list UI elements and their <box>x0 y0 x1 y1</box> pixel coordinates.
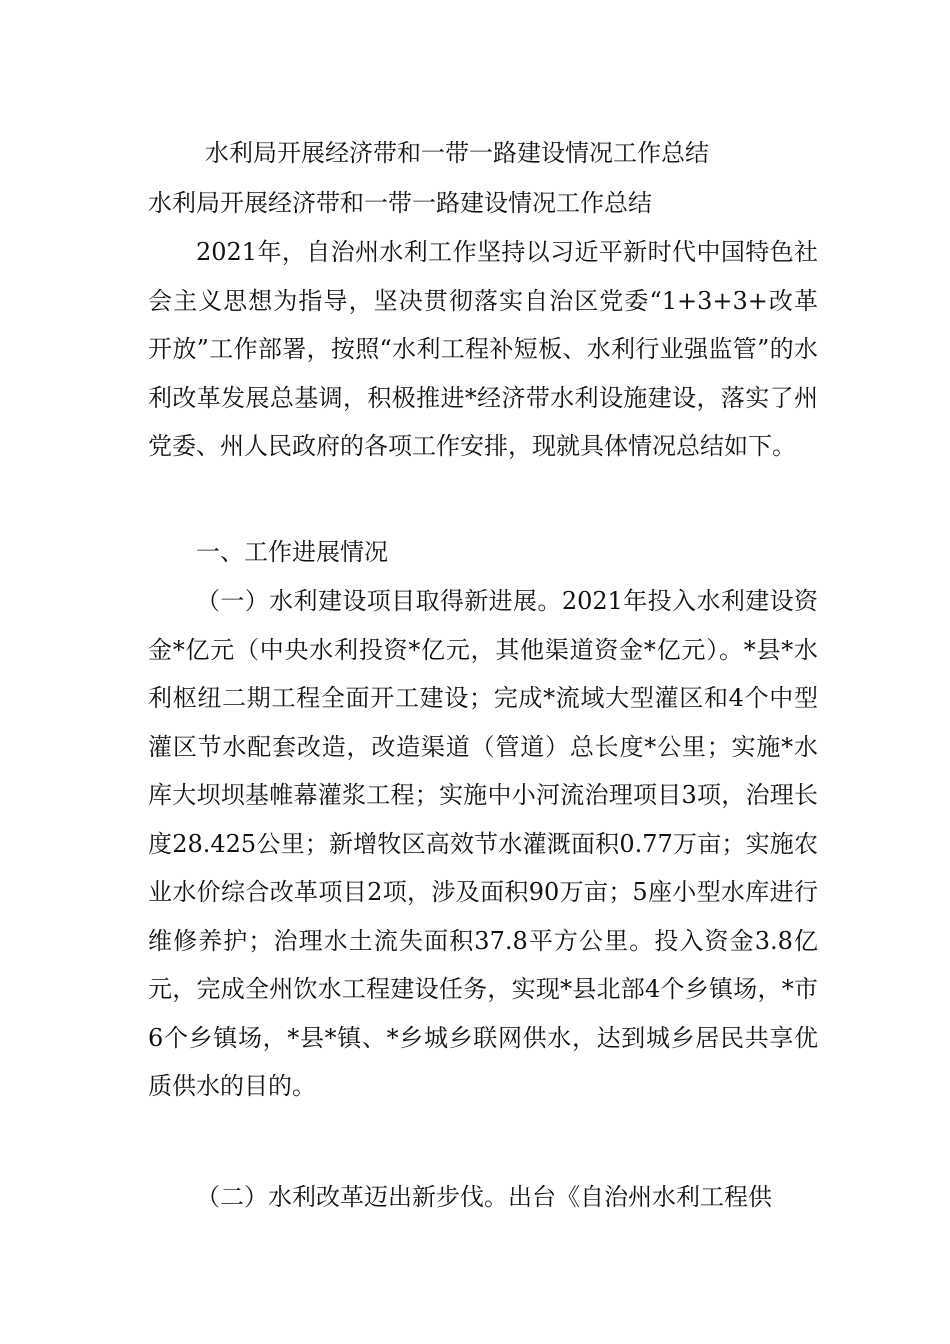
progress-paragraph: （一）水利建设项目取得新进展。2021年投入水利建设资金*亿元（中央水利投资*亿元，其他渠道资金*亿元）。*县*水利枢纽二期工程全面开工建设；完成*流域大型灌区和4个中型灌区节水配套改造，改造渠道（管道）总长度*公里；实施*水库大坝坝基帷幕灌浆工程；实施中小河流治理项目3项，治理长度28.425公里；新增牧区高效节水灌溉面积0.77万亩；实施农业水价综合改革项目2项，涉及面积90万亩；5座小型水库进行维修养护；治理水土流失面积37.8平方公里。投入资金3.8亿元，完成全州饮水工程建设任务，实现*县北部4个乡镇场，*市6个乡镇场，*县*镇、*乡城乡联网供水，达到城乡居民共享优质供水的目的。 <box>148 587 818 1100</box>
section-heading: 一、工作进展情况 <box>196 538 388 566</box>
reform-paragraph: （二）水利改革迈出新步伐。出台《自治州水利工程供 <box>196 1183 772 1211</box>
document-title: 水利局开展经济带和一带一路建设情况工作总结 <box>205 139 709 167</box>
document-subtitle: 水利局开展经济带和一带一路建设情况工作总结 <box>148 189 652 217</box>
intro-paragraph: 2021年，自治州水利工作坚持以习近平新时代中国特色社会主义思想为指导，坚决贯彻落实自治区党委“1+3+3+改革开放”工作部署，按照“水利工程补短板、水利行业强监管”的水利改革发展总基调，积极推进*经济带水利设施建设，落实了州党委、州人民政府的各项工作安排，现就具体情况总结如下。 <box>148 238 818 460</box>
